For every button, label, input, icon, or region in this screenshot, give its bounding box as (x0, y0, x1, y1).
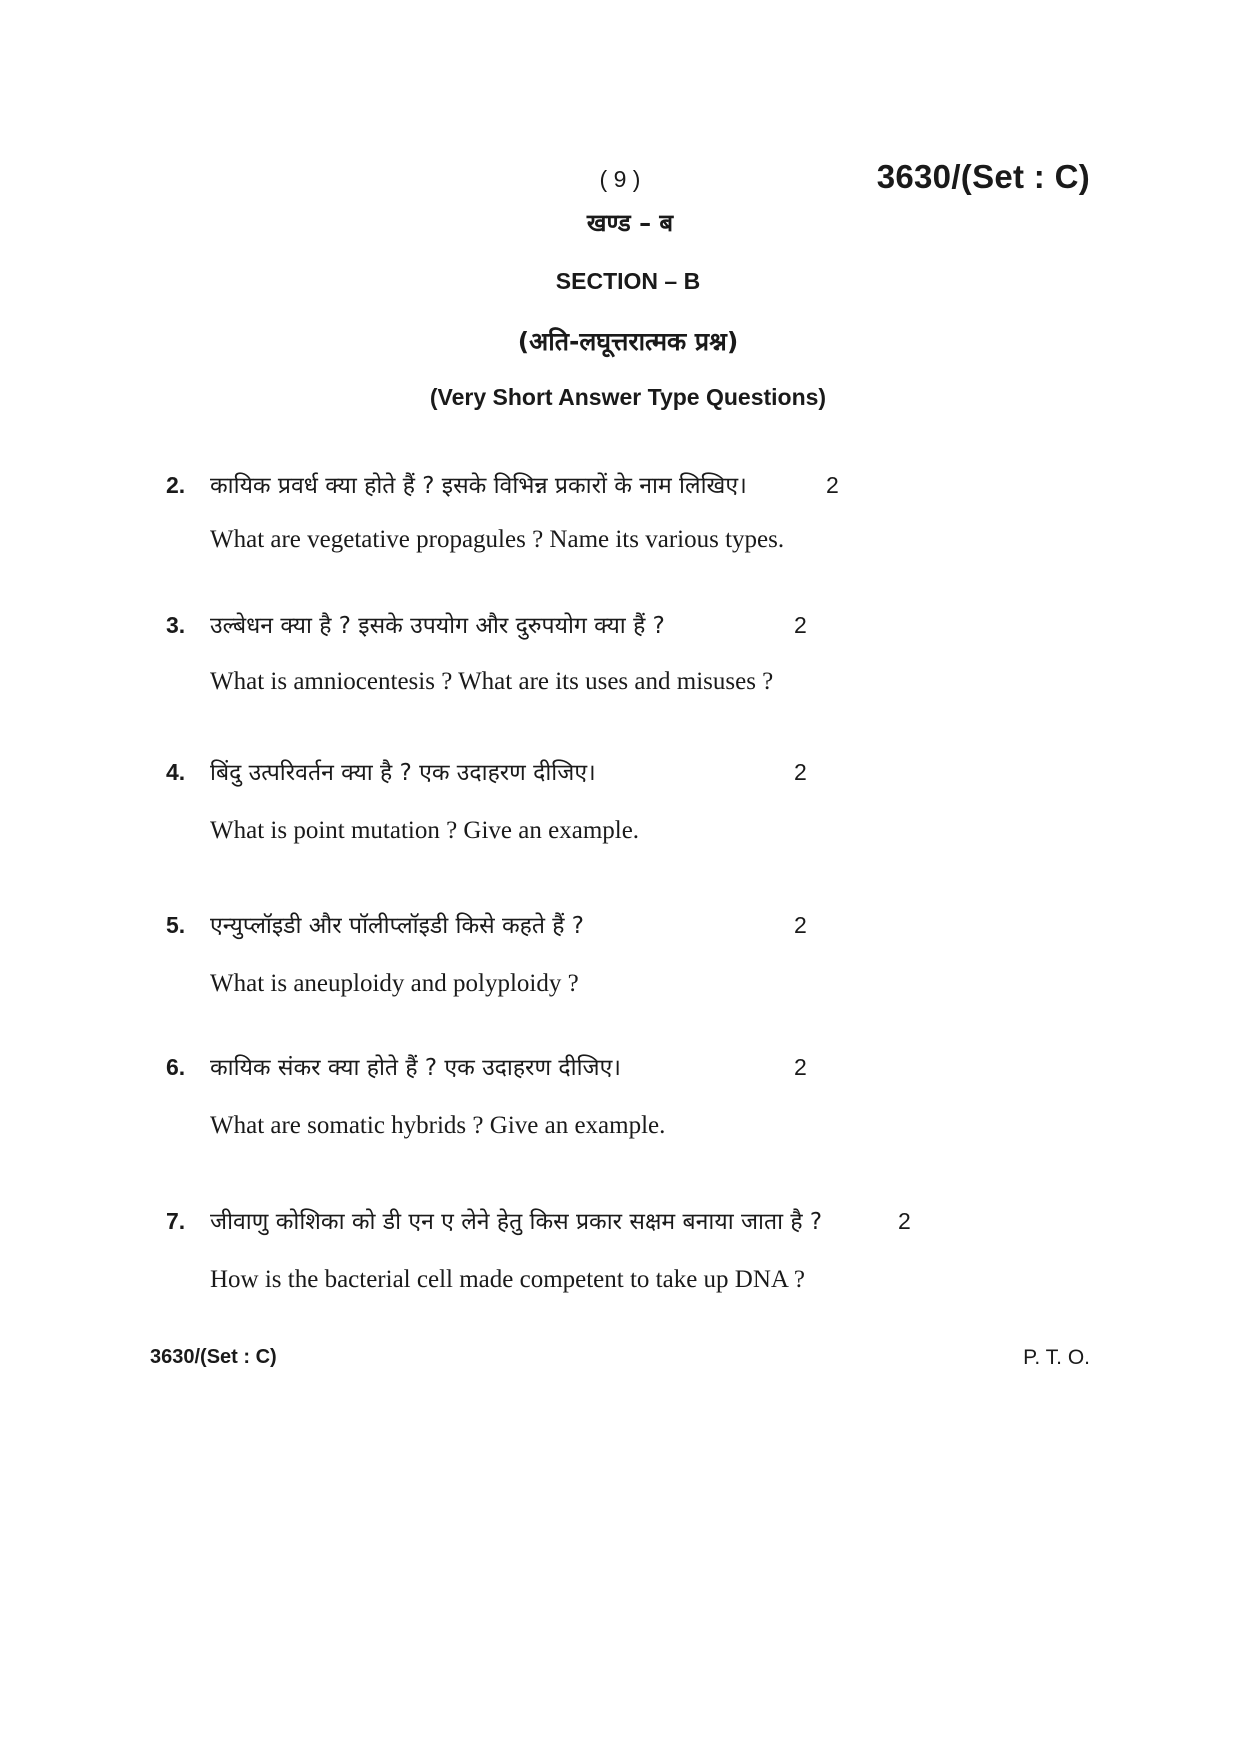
section-title-hindi: खण्ड – ब (586, 209, 674, 237)
question-text-hindi: जीवाणु कोशिका को डी एन ए लेने हेतु किस प्रकार सक्षम बनाया जाता है ? (210, 1209, 823, 1235)
question-type-hindi: (अति-लघूत्तरात्मक प्रश्न) (517, 327, 739, 356)
question-number: 4. (166, 759, 186, 785)
question-text-hindi: एन्युप्लॉइडी और पॉलीप्लॉइडी किसे कहते हैं ? (210, 913, 585, 939)
question-text-english: What are somatic hybrids ? Give an example. (210, 1112, 666, 1139)
paper-code-footer: 3630/(Set : C) (150, 1346, 277, 1368)
paper-code-header: 3630/(Set : C) (876, 158, 1090, 195)
question-type-english: (Very Short Answer Type Questions) (429, 384, 827, 410)
question-text-english: What is aneuploidy and polyploidy ? (210, 970, 579, 997)
question-6 (166, 1050, 1066, 1139)
question-marks: 2 (826, 472, 839, 498)
pto-label: P. T. O. (1023, 1346, 1090, 1369)
question-text-hindi: बिंदु उत्परिवर्तन क्या है ? एक उदाहरण दीजिए। (210, 760, 596, 786)
question-3 (166, 608, 1066, 695)
question-text-english: What is amniocentesis ? What are its uses and misuses ? (210, 668, 774, 695)
question-7 (166, 1204, 1066, 1293)
question-number: 3. (166, 612, 186, 638)
question-number: 5. (166, 912, 186, 938)
page-number: ( 9 ) (599, 166, 641, 192)
question-4 (166, 755, 1066, 844)
question-marks: 2 (794, 1054, 807, 1080)
question-text-hindi: उल्बेधन क्या है ? इसके उपयोग और दुरुपयोग क्या हैं ? (210, 613, 665, 639)
question-marks: 2 (794, 912, 807, 938)
question-text-hindi: कायिक संकर क्या होते हैं ? एक उदाहरण दीजिए। (210, 1055, 622, 1081)
question-marks: 2 (794, 612, 807, 638)
question-text-english: How is the bacterial cell made competent to take up DNA ? (210, 1266, 805, 1293)
section-title-english: SECTION – B (555, 268, 701, 294)
question-text-english: What is point mutation ? Give an example. (210, 817, 640, 844)
question-number: 2. (166, 472, 186, 498)
question-5 (166, 908, 1066, 997)
question-number: 7. (166, 1208, 186, 1234)
question-number: 6. (166, 1054, 186, 1080)
question-text-hindi: कायिक प्रवर्ध क्या होते हैं ? इसके विभिन्न प्रकारों के नाम लिखिए। (210, 473, 747, 499)
question-marks: 2 (898, 1208, 911, 1234)
question-2 (166, 468, 1066, 553)
question-text-english: What are vegetative propagules ? Name its various types. (210, 526, 785, 553)
question-marks: 2 (794, 759, 807, 785)
